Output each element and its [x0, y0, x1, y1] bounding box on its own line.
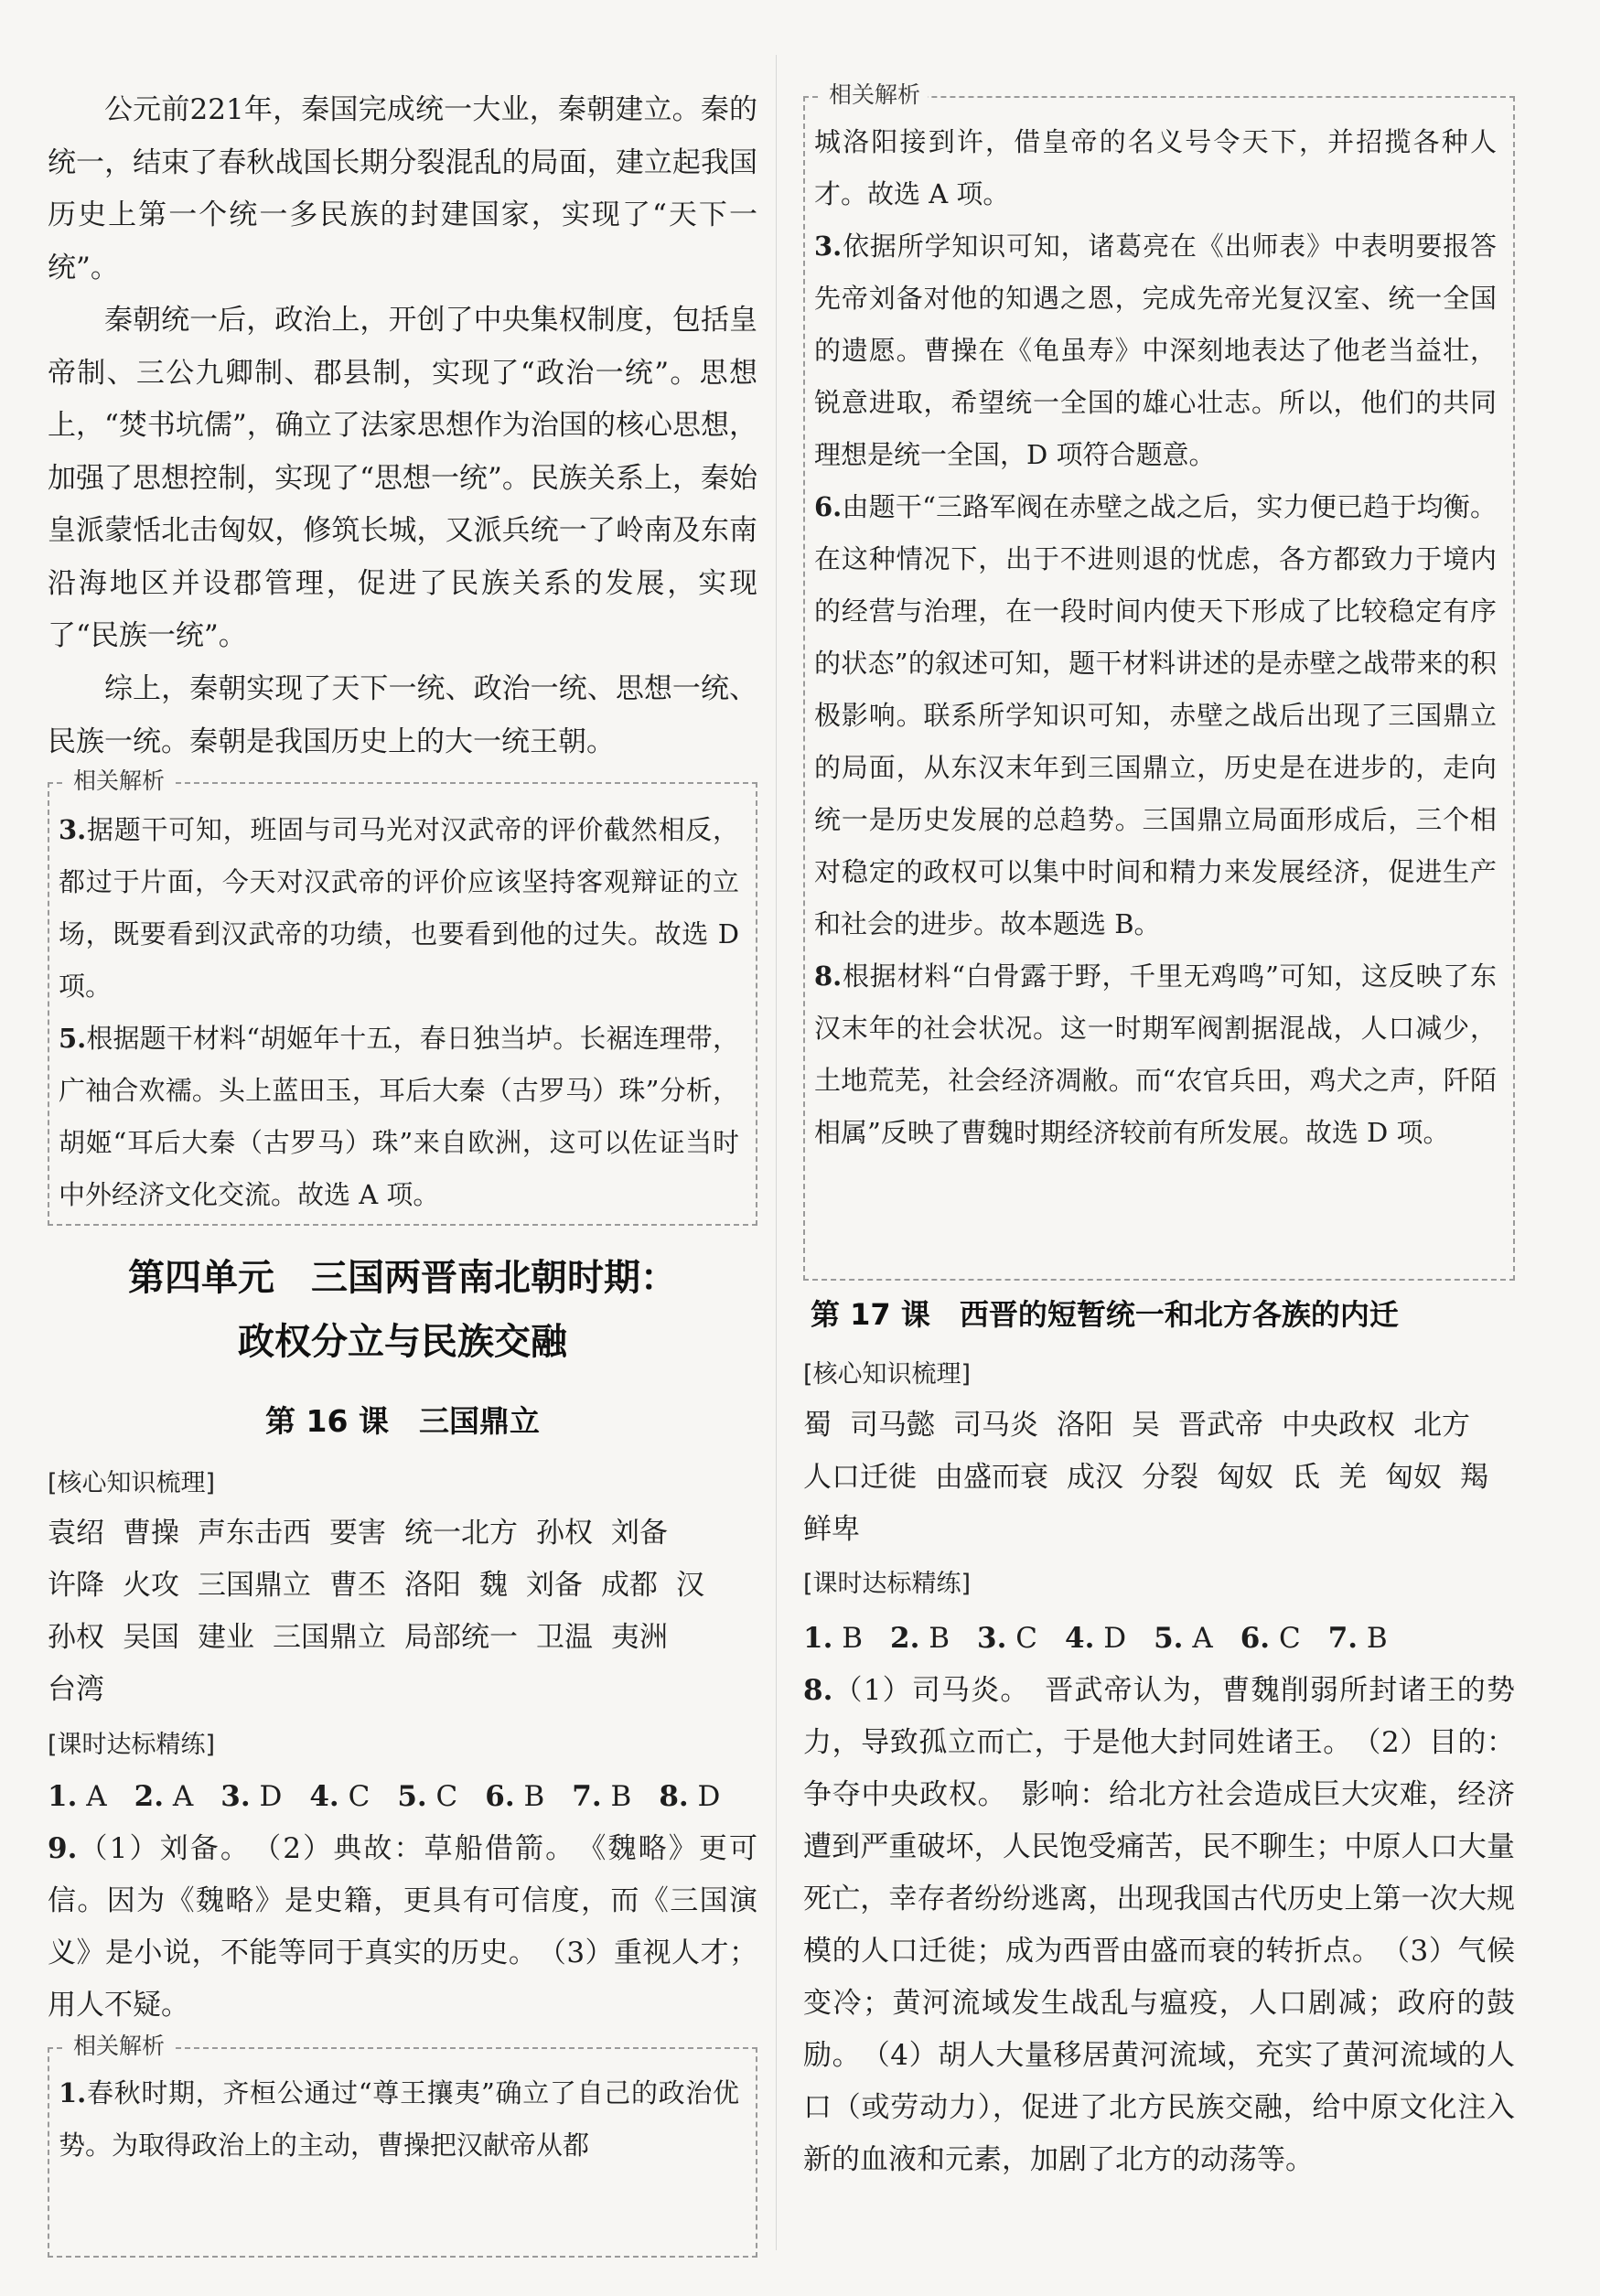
analysis-item — [59, 1013, 739, 1221]
term: 曹操 — [123, 1517, 179, 1550]
term: 成都 — [601, 1569, 658, 1602]
term: 匈奴 — [1217, 1461, 1273, 1494]
term: 夷洲 — [611, 1621, 668, 1654]
analysis-continued: 城洛阳接到许，借皇帝的名义号令天下，并招揽各种人才。故选 A 项。 — [814, 126, 1497, 209]
answer-key — [48, 1771, 757, 1823]
lesson-16-title: 第 16 课 三国鼎立 — [265, 1403, 540, 1439]
question-9-answer — [48, 1823, 757, 2032]
item-text: 依据所学知识可知，诸葛亮在《出师表》中表明要报答先帝刘备对他的知遇之恩，完成先帝光复汉室、统一全国的遗愿。曹操在《龟虽寿》中深刻地表达了他老当益壮，锐意进取，希望统一全国的雄心壮志。所以，他们的共同理想是统一全国，D 项符合题意。 — [814, 231, 1497, 470]
term: 台湾 — [48, 1673, 104, 1706]
term: 洛阳 — [1057, 1409, 1113, 1442]
term: 吴 — [1132, 1409, 1160, 1442]
answer-key — [803, 1613, 1515, 1665]
analysis-box-label: 相关解析 — [66, 2031, 172, 2062]
analysis-box-label: 相关解析 — [821, 80, 928, 111]
term: 由盛而衰 — [935, 1461, 1048, 1494]
term: 卫温 — [536, 1621, 593, 1654]
term: 晋武帝 — [1178, 1409, 1263, 1442]
item-number: 5. — [59, 1023, 87, 1054]
answer: 8. D — [659, 1780, 721, 1813]
term: 魏 — [479, 1569, 508, 1602]
analysis-item — [814, 220, 1497, 481]
term: 统一北方 — [404, 1517, 518, 1550]
item-text: 根据材料“白骨露于野，千里无鸡鸣”可知，这反映了东汉末年的社会状况。这一时期军阀割据混战，人口减少，土地荒芜，社会经济凋敝。而“农官兵田，鸡犬之声，阡陌相属”反映了曹魏时期经济较前有所发展。故选 D 项。 — [814, 960, 1497, 1148]
term: 洛阳 — [404, 1569, 461, 1602]
term: 袁绍 — [48, 1517, 104, 1550]
analysis-item — [59, 2067, 739, 2172]
question-8-answer — [803, 1665, 1515, 2186]
answer: 3. D — [220, 1780, 283, 1813]
item-number: 3. — [59, 814, 87, 845]
question-number: 8. — [803, 1674, 833, 1707]
term: 司马懿 — [850, 1409, 935, 1442]
analysis-box-1 — [48, 767, 757, 1226]
term: 成汉 — [1067, 1461, 1123, 1494]
answer: 7. B — [572, 1780, 632, 1813]
term: 要害 — [329, 1517, 386, 1550]
term: 匈奴 — [1385, 1461, 1442, 1494]
item-number: 6. — [814, 491, 843, 522]
item-number: 3. — [814, 231, 843, 262]
core-knowledge-label: [ 核心知识梳理 ] — [803, 1357, 971, 1393]
item-text: 根据题干材料“胡姬年十五，春日独当垆。长裾连理带，广袖合欢襦。头上蓝田玉，耳后大秦（古罗马）珠”分析，胡姬“耳后大秦（古罗马）珠”来自欧洲，这可以佐证当时中外经济文化交流。故选 A 项。 — [59, 1023, 739, 1210]
term: 曹丕 — [329, 1569, 386, 1602]
answer: 5. A — [1154, 1622, 1213, 1655]
core-knowledge-label: [ 核心知识梳理 ] — [48, 1465, 215, 1502]
term: 局部统一 — [404, 1621, 518, 1654]
essay-paragraph-2: 秦朝统一后，政治上，开创了中央集权制度，包括皇帝制、三公九卿制、郡县制，实现了“政治一统”。思想上，“焚书坑儒”，确立了法家思想作为治国的核心思想，加强了思想控制，实现了“思想一统”。民族关系上，秦始皇派蒙恬北击匈奴，修筑长城，又派兵统一了岭南及东南沿海地区并设郡管理，促进了民族关系的发展，实现了“民族一统”。 — [48, 304, 757, 652]
analysis-item — [814, 481, 1497, 950]
question-answer-text: （1）刘备。 （2）典故：草船借箭。 《魏略》更可信。因为《魏略》是史籍，更具有可信度，而《三国演义》是小说，不能等同于真实的历史。 （3）重视人才；用人不疑。 — [48, 1832, 757, 2022]
item-text: 由题干“三路军阀在赤壁之战之后，实力便已趋于均衡。在这种情况下，出于不进则退的忧虑，各方都致力于境内的经营与治理，在一段时间内使天下形成了比较稳定有序的状态”的叙述可知，题干材料讲述的是赤壁之战带来的积极影响。联系所学知识可知，赤壁之战后出现了三国鼎立的局面，从东汉末年到三国鼎立，历史是在进步的，走向统一是历史发展的总趋势。三国鼎立局面形成后，三个相对稳定的政权可以集中时间和精力来发展经济，促进生产和社会的进步。故本题选 B。 — [814, 491, 1497, 939]
term: 建业 — [198, 1621, 254, 1654]
lesson-17-title: 第 17 课 西晋的短暂统一和北方各族的内迁 — [811, 1297, 1399, 1332]
term: 北方 — [1413, 1409, 1470, 1442]
term: 孙权 — [536, 1517, 593, 1550]
practice-label: [ 课时达标精练 ] — [48, 1727, 215, 1764]
question-answer-text: （1）司马炎。 晋武帝认为，曹魏削弱所封诸王的势力，导致孤立而亡，于是他大封同姓诸王。 （2）目的：争夺中央政权。 影响：给北方社会造成巨大灾难，经济遭到严重破坏，人民饱受痛苦，民不聊生；中原人口大量死亡，幸存者纷纷逃离，出现我国古代历史上第一次大规模的人口迁徙；成为西晋由盛而衰的转折点。 （3）气候变冷；黄河流域发生战乱与瘟疫，人口剧减；政府的鼓励。 （4）胡人大量移居黄河流域，充实了黄河流域的人口（或劳动力），促进了北方民族交融，给中原文化注入新的血液和元素，加剧了北方的动荡等。 — [803, 1674, 1515, 2176]
column-divider — [776, 55, 777, 2250]
term: 汉 — [676, 1569, 704, 1602]
answer: 6. C — [1240, 1622, 1301, 1655]
analysis-box-label: 相关解析 — [66, 766, 172, 797]
core-knowledge-terms — [803, 1400, 1515, 1556]
unit-title-line-2: 政权分立与民族交融 — [238, 1321, 567, 1363]
term: 羌 — [1338, 1461, 1367, 1494]
analysis-box-2 — [48, 2033, 757, 2258]
term: 声东击西 — [198, 1517, 311, 1550]
answer: 3. C — [977, 1622, 1037, 1655]
answer: 2. B — [890, 1622, 950, 1655]
term: 刘备 — [526, 1569, 583, 1602]
answer: 4. C — [309, 1780, 370, 1813]
item-text: 据题干可知，班固与司马光对汉武帝的评价截然相反，都过于片面，今天对汉武帝的评价应该坚持客观辩证的立场，既要看到汉武帝的功绩，也要看到他的过失。故选 D 项。 — [59, 814, 739, 1002]
term: 火攻 — [123, 1569, 179, 1602]
unit-title-line-1: 第四单元 三国两晋南北朝时期： — [128, 1257, 677, 1299]
essay-paragraph-1: 公元前221年，秦国完成统一大业，秦朝建立。秦的统一，结束了春秋战国长期分裂混乱的局面，建立起我国历史上第一个统一多民族的封建国家，实现了“天下一统”。 — [48, 93, 757, 284]
item-number: 1. — [59, 2077, 87, 2108]
term: 刘备 — [611, 1517, 668, 1550]
answer: 2. A — [134, 1780, 194, 1813]
analysis-item — [59, 804, 739, 1013]
item-text: 春秋时期，齐桓公通过“尊王攘夷”确立了自己的政治优势。为取得政治上的主动，曹操把汉献帝从都 — [59, 2077, 739, 2161]
core-knowledge-terms — [48, 1507, 757, 1716]
term: 三国鼎立 — [273, 1621, 386, 1654]
answer: 7. B — [1327, 1622, 1388, 1655]
answer: 6. B — [485, 1780, 545, 1813]
term: 氐 — [1292, 1461, 1320, 1494]
answer: 5. C — [397, 1780, 458, 1813]
term: 分裂 — [1142, 1461, 1198, 1494]
term: 羯 — [1460, 1461, 1488, 1494]
item-number: 8. — [814, 960, 843, 992]
term: 鲜卑 — [803, 1513, 860, 1546]
answer: 1. B — [803, 1622, 864, 1655]
term: 人口迁徙 — [803, 1461, 917, 1494]
essay-paragraph-3: 综上，秦朝实现了天下一统、政治一统、思想一统、民族一统。秦朝是我国历史上的大一统王朝。 — [48, 672, 757, 758]
answer: 1. A — [48, 1780, 107, 1813]
question-number: 9. — [48, 1832, 78, 1865]
term: 孙权 — [48, 1621, 104, 1654]
answer: 4. D — [1065, 1622, 1127, 1655]
term: 司马炎 — [953, 1409, 1038, 1442]
practice-label: [ 课时达标精练 ] — [803, 1566, 971, 1603]
term: 中央政权 — [1282, 1409, 1395, 1442]
term: 三国鼎立 — [198, 1569, 311, 1602]
analysis-box-3 — [803, 81, 1515, 1281]
term: 许降 — [48, 1569, 104, 1602]
term: 吴国 — [123, 1621, 179, 1654]
term: 蜀 — [803, 1409, 832, 1442]
analysis-item — [814, 950, 1497, 1159]
